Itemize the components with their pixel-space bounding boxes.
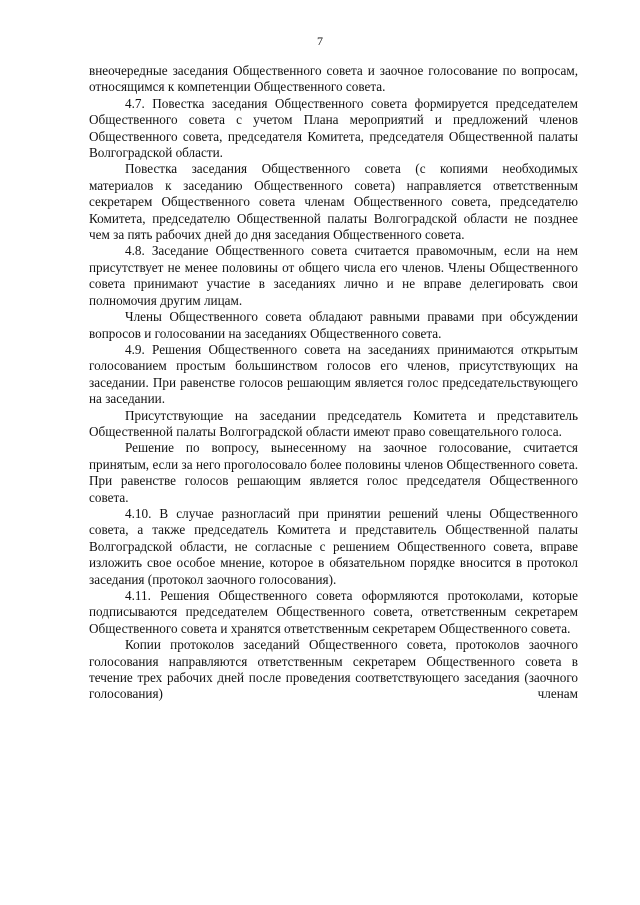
- paragraph-continued: внеочередные заседания Общественного совета и заочное голосование по вопросам, относящимся к компетенции Общественного совета.: [89, 63, 578, 95]
- paragraph-4-9: 4.9. Решения Общественного совета на заседаниях принимаются открытым голосованием простым большинством голосов его членов, присутствующих на заседании. При равенстве голосов решающим является голос председательствующего на заседании.: [89, 341, 578, 407]
- paragraph-agenda-distribution: Повестка заседания Общественного совета (с копиями необходимых материалов к заседанию Общественного совета) направляется ответственным секретарем Общественного совета членам Общественного совета, председателю Комитета, председателю Общественной палаты Волгоградской области не позднее чем за пять рабочих дней до дня заседания Общественного совета.: [89, 161, 578, 243]
- paragraph-4-7: 4.7. Повестка заседания Общественного совета формируется председателем Общественного совета с учетом Плана мероприятий и предложений членов Общественного совета, председателя Комитета, председателя Общественной палаты Волгоградской области.: [89, 95, 578, 161]
- paragraph-4-11: 4.11. Решения Общественного совета оформляются протоколами, которые подписываются председателем Общественного совета, ответственным секретарем Общественного совета и хранятся ответственным секретарем Общественного совета.: [89, 588, 578, 636]
- paragraph-absentee-vote: Решение по вопросу, вынесенному на заочное голосование, считается принятым, если за него проголосовало более половины членов Общественного совета. При равенстве голосов решающим является голос председателя Общественного совета.: [89, 440, 578, 505]
- paragraph-advisory-vote: Присутствующие на заседании председатель Комитета и представитель Общественной палаты Волгоградской области имеют право совещательного голоса.: [89, 407, 578, 439]
- paragraph-4-10: 4.10. В случае разногласий при принятии решений члены Общественного совета, а также председатель Комитета и представитель Общественной палаты Волгоградской области, не согласные с решением Общественного совета, вправе изложить свое особое мнение, которое в обязательном порядке вносится в протокол заседания (протокол заочного голосования).: [89, 505, 578, 587]
- paragraph-protocol-copies: Копии протоколов заседаний Общественного совета, протоколов заочного голосования направляются ответственным секретарем Общественного совета в течение трех рабочих дней после проведения соответствующего заседания (заочного голосования) членам: [89, 637, 578, 702]
- document-body: [89, 63, 578, 703]
- page-number: 7: [317, 34, 323, 48]
- paragraph-equal-rights: Члены Общественного совета обладают равными правами при обсуждении вопросов и голосовании на заседаниях Общественного совета.: [89, 309, 578, 341]
- paragraph-4-8: 4.8. Заседание Общественного совета считается правомочным, если на нем присутствует не менее половины от общего числа его членов. Члены Общественного совета принимают участие в заседаниях лично и не вправе делегировать свои полномочия другим лицам.: [89, 243, 578, 308]
